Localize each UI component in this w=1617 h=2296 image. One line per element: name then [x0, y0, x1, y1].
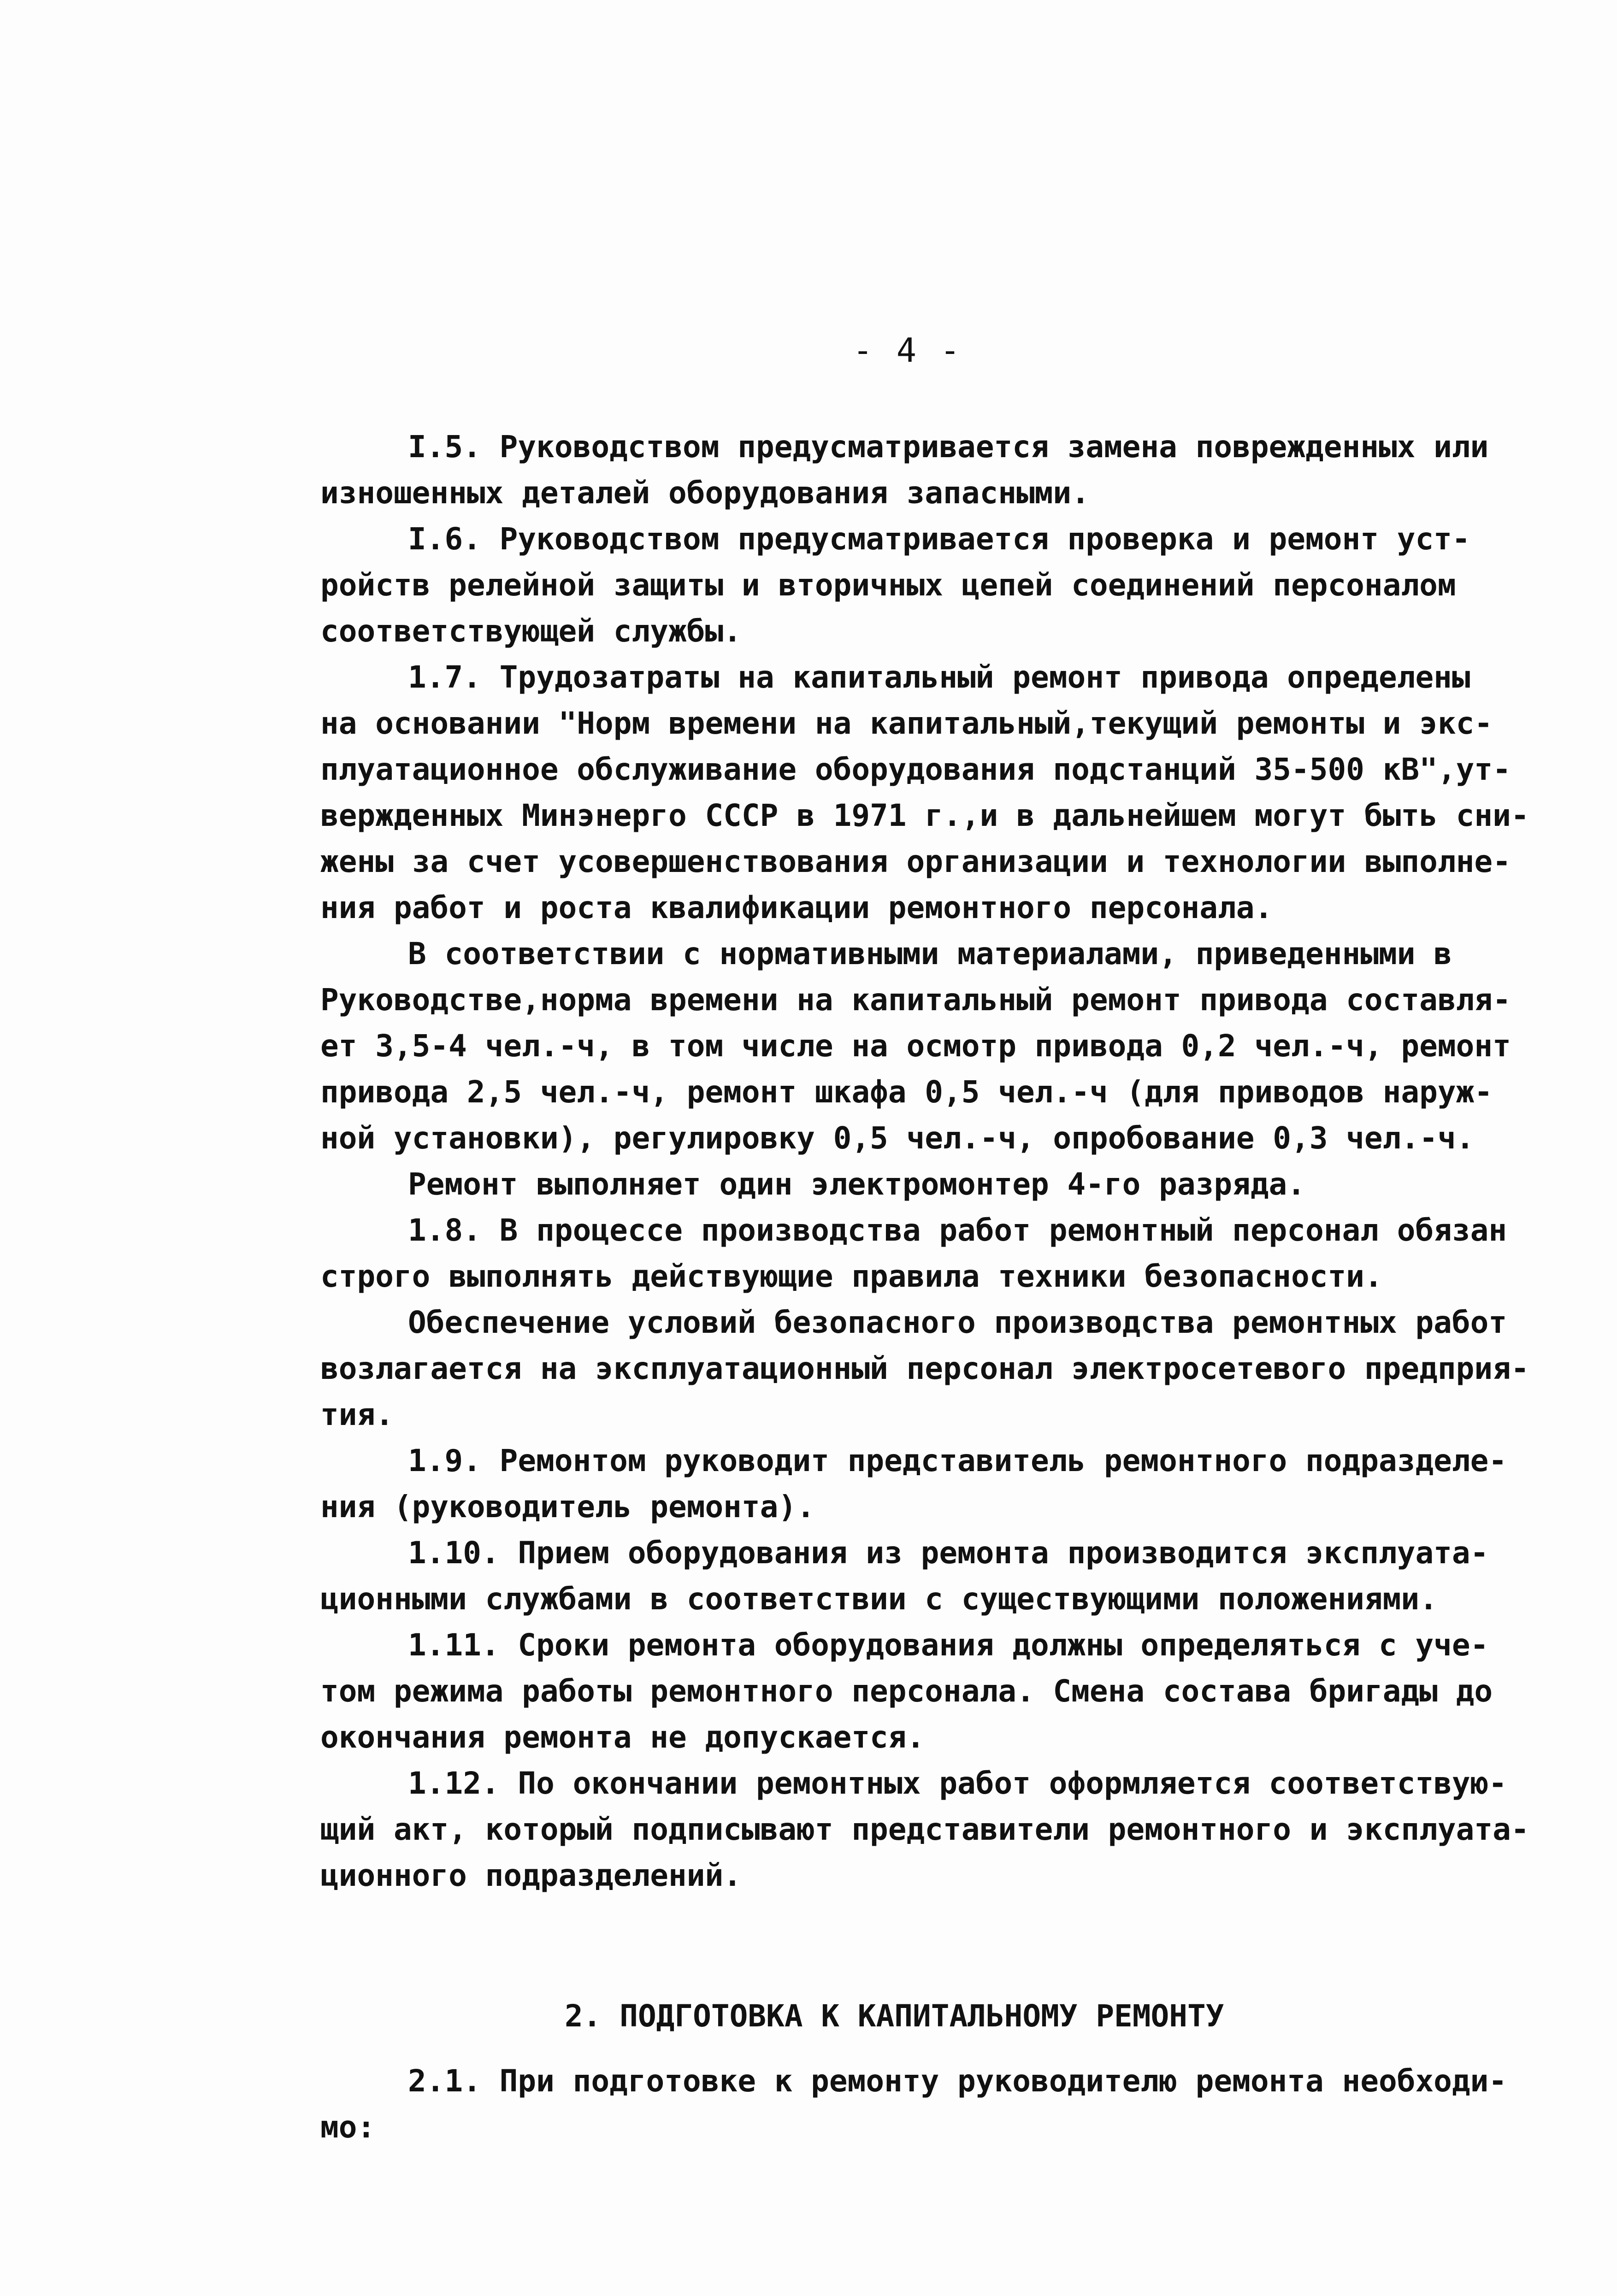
paragraph-line: привода 2,5 чел.-ч, ремонт шкафа 0,5 чел.-ч (для приводов наруж- [320, 1074, 1493, 1110]
paragraph-line: Обеспечение условий безопасного производства ремонтных работ [408, 1305, 1507, 1340]
heading-gap [320, 2042, 1519, 2058]
paragraph-line: 1.10. Прием оборудования из ремонта производится эксплуата- [408, 1535, 1489, 1571]
paragraph-line: 2.1. При подготовке к ремонту руководителю ремонта необходи- [408, 2063, 1507, 2099]
paragraph-line: I.5. Руководством предусматривается замена поврежденных или [408, 429, 1489, 465]
paragraph-line: жены за счет усовершенствования организации и технологии выполне- [320, 844, 1511, 879]
paragraph-line: возлагается на эксплуатационный персонал электросетевого предприя- [320, 1351, 1529, 1386]
paragraph-line: ния работ и роста квалификации ремонтного персонала. [320, 890, 1273, 925]
paragraph-line: Руководстве,норма времени на капитальный ремонт привода составля- [320, 982, 1511, 1018]
paragraph-line: изношенных деталей оборудования запасными. [320, 475, 1090, 511]
paragraph-line: мо: [320, 2109, 376, 2145]
page-number: - 4 - [853, 331, 962, 370]
paragraph-line: щий акт, который подписывают представители ремонтного и эксплуата- [320, 1812, 1529, 1847]
section-heading: 2. ПОДГОТОВКА К КАПИТАЛЬНОМУ РЕМОНТУ [565, 1998, 1224, 2034]
paragraph-line: I.6. Руководством предусматривается проверка и ремонт уст- [408, 521, 1470, 557]
paragraph-line: ройств релейной защиты и вторичных цепей соединений персоналом [320, 567, 1456, 603]
document-body [320, 424, 1529, 2150]
paragraph-line: плуатационное обслуживание оборудования подстанций 35-500 кВ",ут- [320, 752, 1511, 787]
paragraph-line: 1.7. Трудозатраты на капитальный ремонт привода определены [408, 659, 1470, 695]
paragraph-line: Ремонт выполняет один электромонтер 4-го разряда. [408, 1166, 1306, 1202]
paragraph-line: соответствующей службы. [320, 613, 742, 649]
paragraph-line: 1.9. Ремонтом руководит представитель ремонтного подразделе- [408, 1443, 1507, 1478]
paragraph-line: ния (руководитель ремонта). [320, 1489, 815, 1525]
paragraph-line: 1.11. Сроки ремонта оборудования должны определяться с уче- [408, 1627, 1489, 1663]
section-gap [320, 1899, 1519, 1991]
paragraph-line: том режима работы ремонтного персонала. Смена состава бригады до [320, 1673, 1493, 1709]
paragraph-line: ционными службами в соответствии с существующими положениями. [320, 1581, 1438, 1617]
paragraph-line: В соответствии с нормативными материалами, приведенными в [408, 936, 1452, 971]
paragraph-line: строго выполнять действующие правила техники безопасности. [320, 1259, 1383, 1294]
paragraph-line: 1.12. По окончании ремонтных работ оформляется соответствую- [408, 1766, 1507, 1801]
paragraph-line: на основании "Норм времени на капитальный,текущий ремонты и экс- [320, 706, 1493, 741]
paragraph-line: тия. [320, 1397, 394, 1432]
paragraph-line: ной установки), регулировку 0,5 чел.-ч, опробование 0,3 чел.-ч. [320, 1120, 1475, 1156]
paragraph-line: ционного подразделений. [320, 1858, 742, 1893]
paragraph-line: вержденных Минэнерго СССР в 1971 г.,и в дальнейшем могут быть сни- [320, 798, 1529, 833]
paragraph-line: ет 3,5-4 чел.-ч, в том числе на осмотр привода 0,2 чел.-ч, ремонт [320, 1028, 1511, 1064]
paragraph-line: 1.8. В процессе производства работ ремонтный персонал обязан [408, 1213, 1507, 1248]
paragraph-line: окончания ремонта не допускается. [320, 1719, 925, 1755]
